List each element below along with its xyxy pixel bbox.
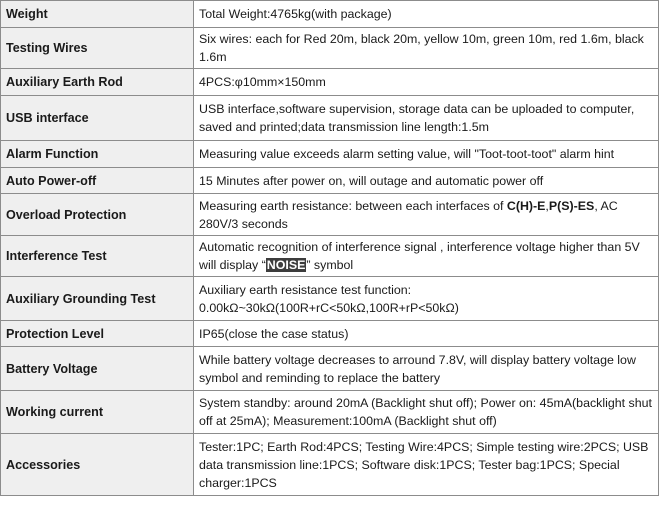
row-value [194, 194, 659, 236]
table-row [1, 96, 659, 141]
row-value [194, 277, 659, 321]
row-label: Weight [1, 1, 194, 28]
table-row [1, 277, 659, 321]
row-label: Accessories [1, 434, 194, 496]
row-label: Alarm Function [1, 141, 194, 168]
row-value: Total Weight:4765kg(with package) [194, 1, 659, 28]
row-value: 15 Minutes after power on, will outage and automatic power off [194, 168, 659, 194]
overload-separator: , [545, 198, 549, 213]
table-row [1, 391, 659, 434]
row-label: Battery Voltage [1, 347, 194, 391]
row-label: Interference Test [1, 236, 194, 277]
row-label: Auxiliary Grounding Test [1, 277, 194, 321]
row-label: Testing Wires [1, 28, 194, 69]
interface-che-label: C(H)-E [506, 198, 546, 213]
table-row [1, 434, 659, 496]
row-value: System standby: around 20mA (Backlight shut off); Power on: 45mA(backlight shut off at 25mA); Measurement:100mA (Backlight shut off) [194, 391, 659, 434]
table-row [1, 347, 659, 391]
row-value [194, 236, 659, 277]
grounding-text-line1: Auxiliary earth resistance test function: [199, 282, 412, 297]
row-label: Auxiliary Earth Rod [1, 69, 194, 96]
interference-text-post: ” symbol [306, 258, 354, 272]
row-label: Overload Protection [1, 194, 194, 236]
row-value: Six wires: each for Red 20m, black 20m, yellow 10m, green 10m, red 1.6m, black 1.6m [194, 28, 659, 69]
row-label: Auto Power-off [1, 168, 194, 194]
row-value: USB interface,software supervision, storage data can be uploaded to computer, saved and printed;data transmission line length:1.5m [194, 96, 659, 141]
noise-symbol: NOISE [266, 258, 306, 272]
table-row [1, 141, 659, 168]
grounding-text-line2: 0.00kΩ~30kΩ(100R+rC<50kΩ,100R+rP<50kΩ) [199, 300, 459, 315]
row-value: IP65(close the case status) [194, 321, 659, 347]
table-row [1, 236, 659, 277]
table-row [1, 69, 659, 96]
row-label: Protection Level [1, 321, 194, 347]
table-row [1, 1, 659, 28]
row-label: USB interface [1, 96, 194, 141]
interface-pses-label: P(S)-ES [548, 198, 595, 213]
interference-text-pre: Automatic recognition of interference signal , interference voltage higher than 5V will display “ [199, 240, 640, 272]
table-row [1, 194, 659, 236]
table-row [1, 168, 659, 194]
row-value: 4PCS:φ10mm×150mm [194, 69, 659, 96]
overload-text-post: , AC 280V/3 seconds [199, 198, 618, 231]
table-row [1, 28, 659, 69]
table-row [1, 321, 659, 347]
row-value: Tester:1PC; Earth Rod:4PCS; Testing Wire:4PCS; Simple testing wire:2PCS; USB data transmission line:1PCS; Software disk:1PCS; Tester bag:1PCS; Special charger:1PCS [194, 434, 659, 496]
overload-text-pre: Measuring earth resistance: between each interfaces of [199, 198, 507, 213]
row-label: Working current [1, 391, 194, 434]
row-value: Measuring value exceeds alarm setting value, will "Toot-toot-toot" alarm hint [194, 141, 659, 168]
row-value: While battery voltage decreases to arround 7.8V, will display battery voltage low symbol and reminding to replace the battery [194, 347, 659, 391]
